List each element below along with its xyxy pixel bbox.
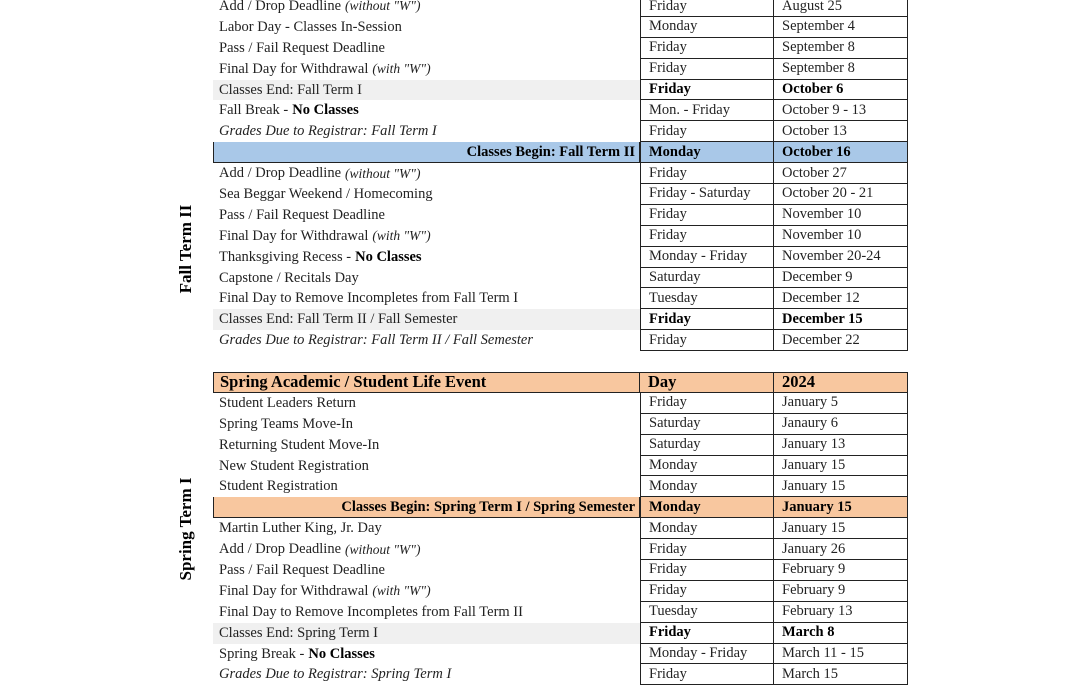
event-cell [213,330,640,351]
day-cell: Friday [640,121,774,142]
event-cell [213,100,640,121]
event-text: Classes End: Fall Term I [219,81,362,98]
date-cell: September 8 [774,59,908,80]
date-cell: October 27 [774,163,908,184]
date-cell: January 15 [774,476,908,497]
table-row [213,414,908,435]
day-cell: Tuesday [640,288,774,309]
spring-table-header [213,372,908,393]
event-text: Classes Begin: Spring Term I / Spring Semester [341,498,635,515]
day-cell: Monday [640,17,774,38]
day-cell: Friday [640,38,774,59]
date-cell: September 4 [774,17,908,38]
day-cell: Friday [640,330,774,351]
event-note: (without "W") [345,165,421,181]
table-row [213,205,908,226]
event-cell [213,581,640,602]
table-row [213,435,908,456]
event-text: Final Day to Remove Incompletes from Fall Term I [219,290,519,307]
day-cell: Friday [640,163,774,184]
table-row [213,100,908,121]
date-cell: November 20-24 [774,247,908,268]
table-row [213,518,908,539]
event-text: Returning Student Move-In [219,436,380,453]
day-cell: Monday [640,518,774,539]
day-cell: Friday [640,623,774,644]
date-cell: February 13 [774,602,908,623]
day-cell: Friday [640,80,774,101]
event-note: (with "W") [372,61,431,77]
date-cell: January 13 [774,435,908,456]
day-cell: Friday [640,0,774,17]
event-text: Classes Begin: Fall Term II [466,143,635,160]
event-cell [213,309,640,330]
table-row [213,163,908,184]
event-cell [213,163,640,184]
event-cell [213,226,640,247]
table-row [213,393,908,414]
day-cell: Monday [640,142,774,163]
date-cell: February 9 [774,581,908,602]
table-row [213,0,908,17]
date-cell: November 10 [774,205,908,226]
fall-term-ii-label: Fall Term II [176,204,195,294]
event-text: Classes End: Fall Term II / Fall Semester [219,311,458,328]
day-cell: Monday [640,497,774,518]
event-text: Fall Break - [219,102,289,119]
spring-calendar-table [213,372,908,685]
event-cell [213,80,640,101]
date-cell: September 8 [774,38,908,59]
date-cell: December 9 [774,268,908,289]
event-cell [213,414,640,435]
day-cell: Saturday [640,435,774,456]
table-row [213,539,908,560]
header-event: Spring Academic / Student Life Event [213,372,640,393]
event-text: Martin Luther King, Jr. Day [219,520,382,537]
event-cell [213,602,640,623]
date-cell: December 12 [774,288,908,309]
day-cell: Friday [640,560,774,581]
event-text: New Student Registration [219,457,369,474]
event-text: Final Day for Withdrawal [219,227,369,244]
event-cell [213,518,640,539]
date-cell: Janaury 6 [774,414,908,435]
table-row [213,497,908,518]
event-text: Capstone / Recitals Day [219,269,359,286]
day-cell: Friday [640,581,774,602]
event-note: (without "W") [345,0,421,14]
event-text: Final Day for Withdrawal [219,582,369,599]
day-cell: Saturday [640,414,774,435]
date-cell: March 15 [774,664,908,685]
event-cell [213,142,640,163]
event-text: Pass / Fail Request Deadline [219,39,385,56]
event-text: Add / Drop Deadline [219,165,342,182]
event-text: Thanksgiving Recess - [219,248,352,265]
table-row [213,38,908,59]
date-cell: December 22 [774,330,908,351]
event-text: Spring Break - [219,645,305,662]
day-cell: Friday [640,309,774,330]
event-emphasis: No Classes [355,248,422,265]
table-row [213,330,908,351]
event-cell [213,0,640,17]
date-cell: January 15 [774,497,908,518]
event-text: Grades Due to Registrar: Fall Term II / Fall Semester [219,332,534,349]
day-cell: Mon. - Friday [640,100,774,121]
table-row [213,581,908,602]
date-cell: November 10 [774,226,908,247]
day-cell: Monday [640,456,774,477]
date-cell: October 20 - 21 [774,184,908,205]
event-cell [213,59,640,80]
event-text: Pass / Fail Request Deadline [219,206,385,223]
date-cell: February 9 [774,560,908,581]
day-cell: Friday [640,59,774,80]
event-text: Sea Beggar Weekend / Homecoming [219,185,433,202]
table-row [213,456,908,477]
date-cell: January 15 [774,456,908,477]
fall-calendar-table [213,0,908,351]
event-text: Grades Due to Registrar: Spring Term I [219,666,452,683]
day-cell: Friday [640,664,774,685]
date-cell: January 5 [774,393,908,414]
event-cell [213,435,640,456]
event-cell [213,184,640,205]
event-text: Pass / Fail Request Deadline [219,561,385,578]
date-cell: December 15 [774,309,908,330]
date-cell: October 9 - 13 [774,100,908,121]
event-cell [213,456,640,477]
date-cell: January 26 [774,539,908,560]
event-cell [213,393,640,414]
table-row [213,59,908,80]
table-row [213,644,908,665]
event-text: Final Day to Remove Incompletes from Fall Term II [219,603,523,620]
table-row [213,142,908,163]
date-cell: January 15 [774,518,908,539]
table-row [213,17,908,38]
day-cell: Friday [640,205,774,226]
event-cell [213,476,640,497]
event-text: Labor Day - Classes In-Session [219,18,402,35]
event-cell [213,288,640,309]
table-row [213,247,908,268]
event-cell [213,205,640,226]
event-cell [213,623,640,644]
table-row [213,121,908,142]
event-cell [213,121,640,142]
event-text: Add / Drop Deadline [219,0,342,14]
header-year: 2024 [774,372,908,393]
table-row [213,309,908,330]
spring-term-i-label: Spring Term I [176,477,195,581]
event-note: (without "W") [345,541,421,557]
table-row [213,623,908,644]
event-text: Student Registration [219,478,338,495]
event-note: (with "W") [372,228,431,244]
day-cell: Friday - Saturday [640,184,774,205]
date-cell: October 13 [774,121,908,142]
day-cell: Friday [640,226,774,247]
date-cell: October 6 [774,80,908,101]
event-cell [213,497,640,518]
date-cell: March 8 [774,623,908,644]
day-cell: Monday - Friday [640,247,774,268]
date-cell: August 25 [774,0,908,17]
table-row [213,184,908,205]
day-cell: Friday [640,393,774,414]
event-cell [213,644,640,665]
day-cell: Friday [640,539,774,560]
event-text: Grades Due to Registrar: Fall Term I [219,123,437,140]
day-cell: Monday - Friday [640,644,774,665]
table-row [213,602,908,623]
event-emphasis: No Classes [308,645,375,662]
event-text: Add / Drop Deadline [219,541,342,558]
table-row [213,476,908,497]
table-row [213,288,908,309]
table-row [213,80,908,101]
event-cell [213,268,640,289]
event-text: Spring Teams Move-In [219,415,354,432]
event-cell [213,247,640,268]
event-text: Student Leaders Return [219,394,356,411]
event-emphasis: No Classes [292,102,359,119]
event-cell [213,560,640,581]
table-row [213,560,908,581]
day-cell: Monday [640,476,774,497]
date-cell: October 16 [774,142,908,163]
table-row [213,226,908,247]
event-text: Final Day for Withdrawal [219,60,369,77]
event-cell [213,539,640,560]
date-cell: March 11 - 15 [774,644,908,665]
event-cell [213,38,640,59]
event-cell [213,17,640,38]
header-day: Day [640,372,774,393]
event-text: Classes End: Spring Term I [219,624,379,641]
day-cell: Saturday [640,268,774,289]
event-note: (with "W") [372,583,431,599]
day-cell: Tuesday [640,602,774,623]
table-row [213,268,908,289]
